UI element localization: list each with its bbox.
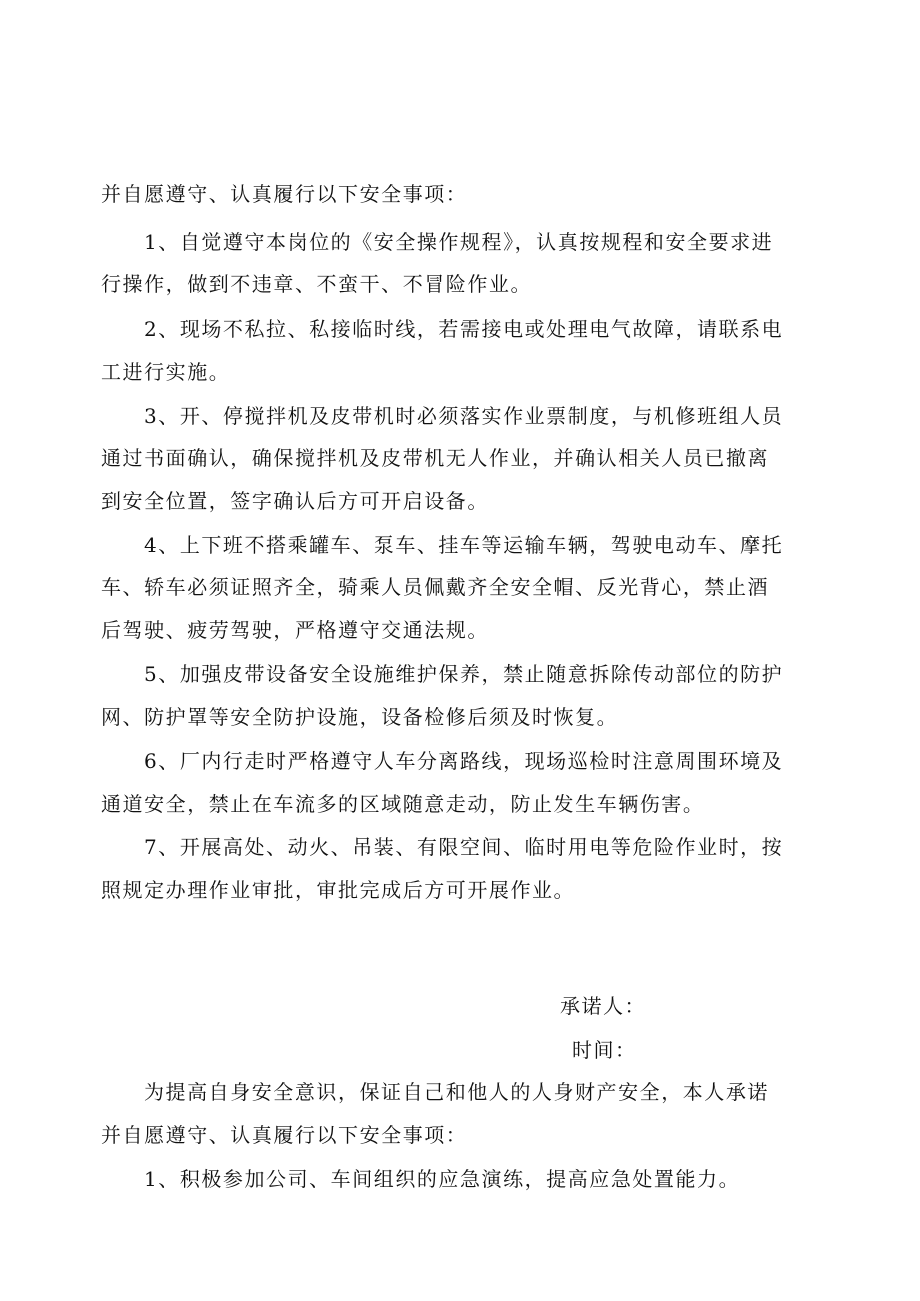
item-2-line-2: 工进行实施。: [101, 360, 231, 384]
item-3-line-3: 到安全位置，签字确认后方可开启设备。: [101, 489, 489, 513]
page2-intro-line-2: 并自愿遵守、认真履行以下安全事项：: [101, 1123, 468, 1147]
item-7-line-1: 7、开展高处、动火、吊装、有限空间、临时用电等危险作业时，按: [144, 835, 784, 859]
time-label: 时间：: [572, 1038, 637, 1062]
intro-tail-text: 并自愿遵守、认真履行以下安全事项：: [101, 182, 468, 206]
page2-item-1-line-1: 1、积极参加公司、车间组织的应急演练，提高应急处置能力。: [144, 1167, 741, 1191]
item-7-line-2: 照规定办理作业审批，审批完成后方可开展作业。: [101, 878, 576, 902]
page2-intro-line-1: 为提高自身安全意识，保证自己和他人的人身财产安全，本人承诺: [144, 1080, 769, 1104]
item-6-line-2: 通道安全，禁止在车流多的区域随意走动，防止发生车辆伤害。: [101, 792, 705, 816]
item-4-line-1: 4、上下班不搭乘罐车、泵车、挂车等运输车辆，驾驶电动车、摩托: [144, 533, 784, 557]
item-1-line-2: 行操作，做到不违章、不蛮干、不冒险作业。: [101, 272, 532, 296]
item-3-line-2: 通过书面确认，确保搅拌机及皮带机无人作业，并确认相关人员已撤离: [101, 446, 770, 470]
item-4-line-3: 后驾驶、疲劳驾驶，严格遵守交通法规。: [101, 618, 489, 642]
item-6-line-1: 6、厂内行走时严格遵守人车分离路线，现场巡检时注意周围环境及: [144, 749, 784, 773]
item-1-line-1: 1、自觉遵守本岗位的《安全操作规程》，认真按规程和安全要求进: [144, 230, 774, 254]
item-3-line-1: 3、开、停搅拌机及皮带机时必须落实作业票制度，与机修班组人员: [144, 404, 784, 428]
item-5-line-1: 5、加强皮带设备安全设施维护保养，禁止随意拆除传动部位的防护: [144, 662, 784, 686]
item-2-line-1: 2、现场不私拉、私接临时线，若需接电或处理电气故障，请联系电: [144, 317, 784, 341]
item-4-line-2: 车、轿车必须证照齐全，骑乘人员佩戴齐全安全帽、反光背心，禁止酒: [101, 575, 770, 599]
item-5-line-2: 网、防护罩等安全防护设施，设备检修后须及时恢复。: [101, 705, 619, 729]
promisor-label: 承诺人：: [560, 994, 646, 1018]
